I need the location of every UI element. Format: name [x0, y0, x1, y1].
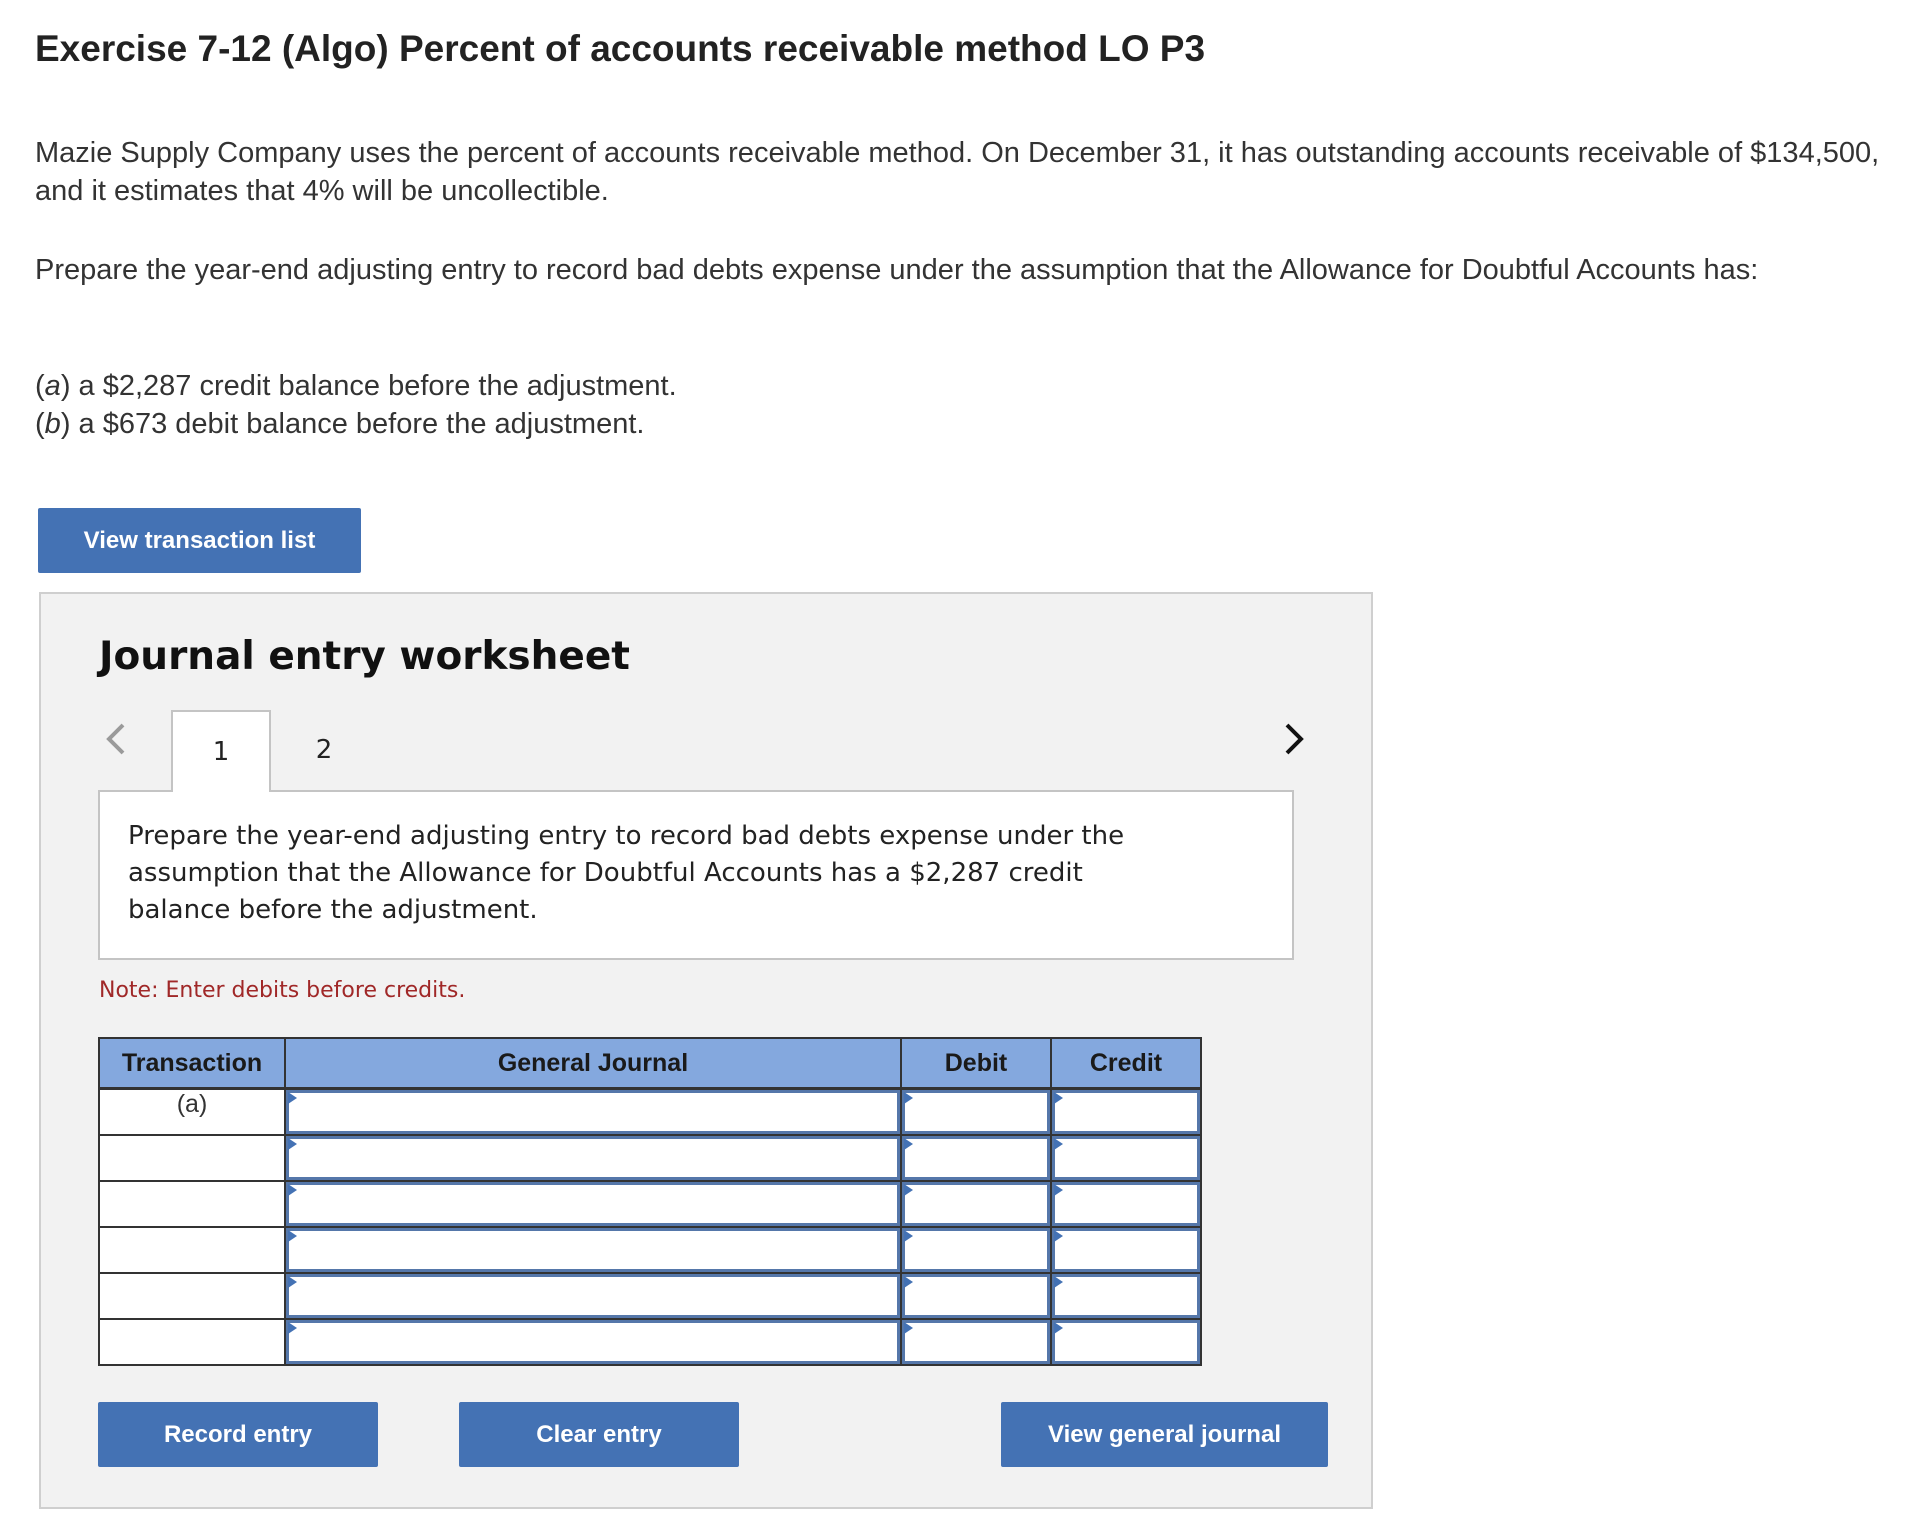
chevron-right-icon[interactable]: [1279, 719, 1309, 759]
worksheet-heading: Journal entry worksheet: [99, 634, 630, 679]
problem-description: Mazie Supply Company uses the percent of accounts receivable method. On December 31, it has outstanding accounts receivable of $134,500, and it estimates that 4% will be uncollectible.: [35, 137, 1880, 207]
debit-input[interactable]: [901, 1319, 1051, 1365]
header-transaction: Transaction: [99, 1038, 285, 1089]
transaction-cell: [99, 1319, 285, 1365]
header-general-journal: General Journal: [285, 1038, 901, 1089]
debit-input[interactable]: [901, 1089, 1051, 1136]
debit-input[interactable]: [901, 1227, 1051, 1273]
account-select[interactable]: [285, 1319, 901, 1365]
clear-entry-button[interactable]: Clear entry: [459, 1402, 739, 1467]
transaction-cell: [99, 1135, 285, 1181]
part-b-text: a $673 debit balance before the adjustment.: [70, 408, 645, 440]
account-select[interactable]: [285, 1273, 901, 1319]
account-select[interactable]: [285, 1135, 901, 1181]
part-b: (b) a $673 debit balance before the adjustment.: [35, 408, 645, 440]
table-row: [99, 1135, 1201, 1181]
account-select[interactable]: [285, 1181, 901, 1227]
record-entry-button[interactable]: Record entry: [98, 1402, 378, 1467]
credit-input[interactable]: [1051, 1273, 1201, 1319]
transaction-cell: (a): [99, 1089, 285, 1136]
problem-parts: [35, 367, 677, 443]
journal-entry-worksheet: [39, 592, 1373, 1509]
debit-input[interactable]: [901, 1273, 1051, 1319]
table-row: [99, 1181, 1201, 1227]
header-debit: Debit: [901, 1038, 1051, 1089]
table-row: [99, 1319, 1201, 1365]
credit-input[interactable]: [1051, 1319, 1201, 1365]
debit-input[interactable]: [901, 1135, 1051, 1181]
view-general-journal-button[interactable]: View general journal: [1001, 1402, 1328, 1467]
entry-note: Note: Enter debits before credits.: [99, 978, 466, 1003]
credit-input[interactable]: [1051, 1135, 1201, 1181]
table-row: [99, 1227, 1201, 1273]
credit-input[interactable]: [1051, 1181, 1201, 1227]
part-b-label: b: [44, 408, 61, 440]
view-transaction-list-button[interactable]: View transaction list: [38, 508, 361, 573]
account-select[interactable]: [285, 1089, 901, 1136]
header-credit: Credit: [1051, 1038, 1201, 1089]
account-select[interactable]: [285, 1227, 901, 1273]
debit-input[interactable]: [901, 1181, 1051, 1227]
transaction-cell: [99, 1273, 285, 1319]
entry-prompt-box: [98, 790, 1294, 960]
part-a-text: a $2,287 credit balance before the adjustment.: [70, 370, 677, 402]
chevron-left-icon[interactable]: [101, 719, 131, 759]
part-a-label: a: [44, 370, 61, 402]
journal-header-row: [99, 1038, 1201, 1089]
journal-table: [98, 1037, 1202, 1366]
table-row: [99, 1089, 1201, 1136]
tab-1[interactable]: 1: [171, 710, 271, 792]
page-title: Exercise 7-12 (Algo) Percent of accounts receivable method LO P3: [35, 28, 1206, 69]
transaction-cell: [99, 1227, 285, 1273]
part-a: (a) a $2,287 credit balance before the adjustment.: [35, 370, 677, 402]
entry-prompt: Prepare the year-end adjusting entry to record bad debts expense under the assumption that the Allowance for Doubtful Accounts has a $2,287 credit balance before the adjustment.: [128, 821, 1125, 925]
credit-input[interactable]: [1051, 1227, 1201, 1273]
problem-instructions: Prepare the year-end adjusting entry to record bad debts expense under the assumption that the Allowance for Doubtful Accounts has:: [35, 254, 1759, 286]
tab-2[interactable]: 2: [315, 735, 333, 765]
table-row: [99, 1273, 1201, 1319]
transaction-cell: [99, 1181, 285, 1227]
credit-input[interactable]: [1051, 1089, 1201, 1136]
